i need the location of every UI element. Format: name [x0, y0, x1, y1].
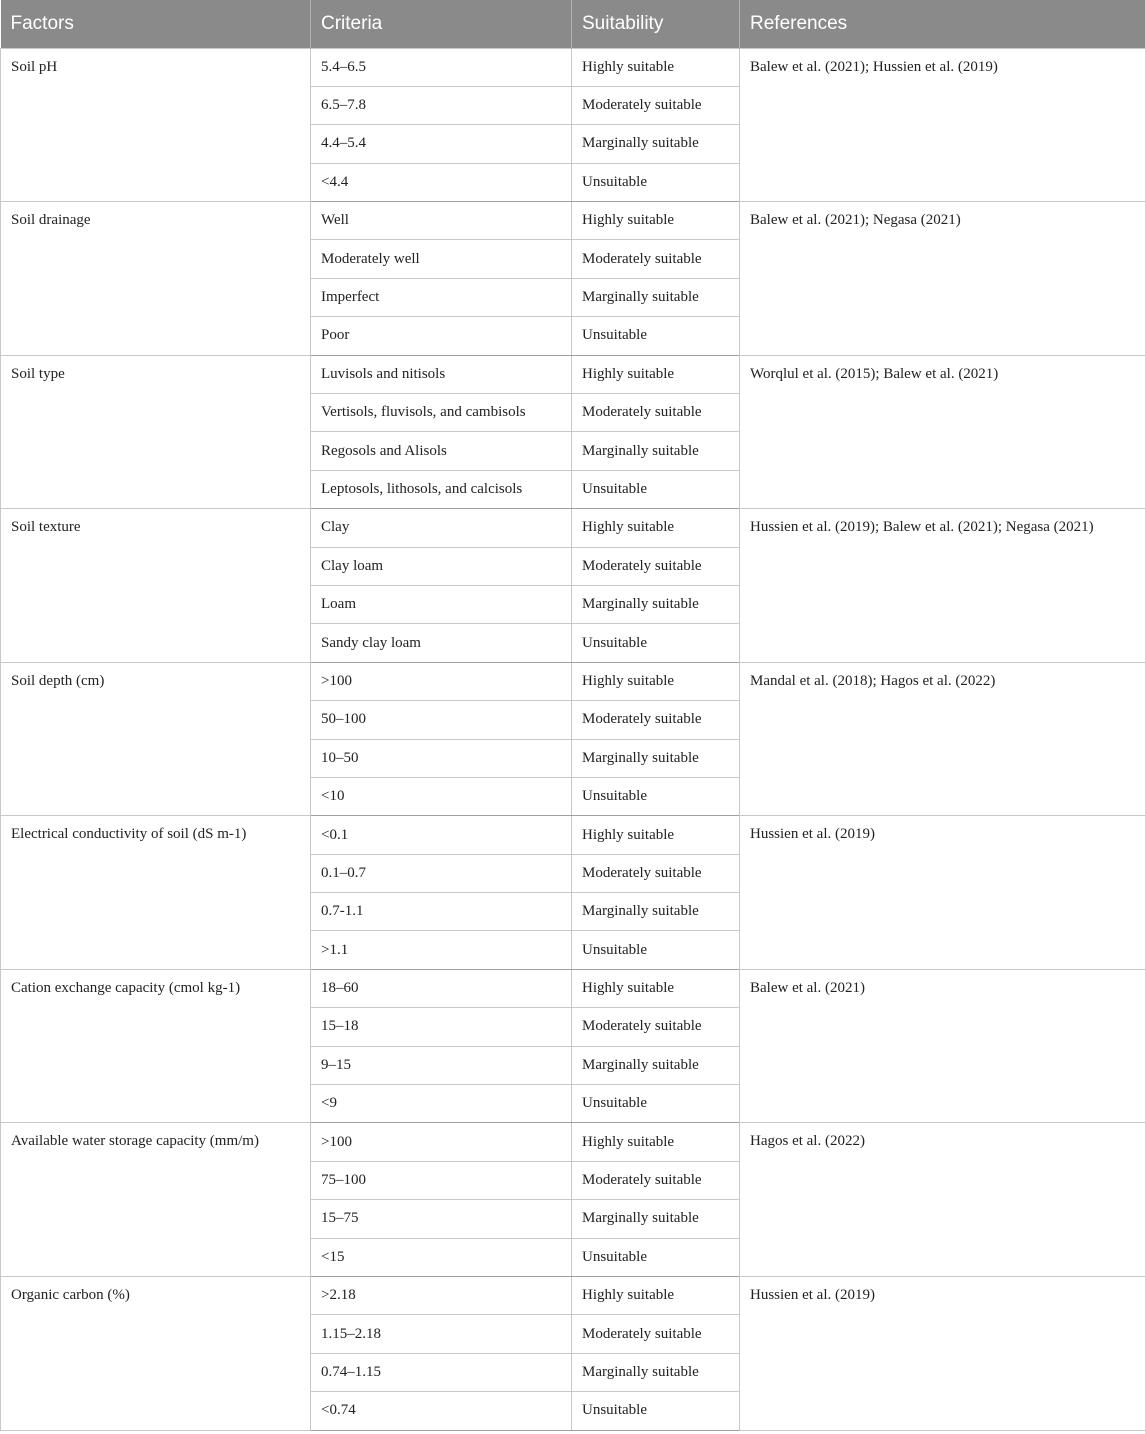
suitability-cell: Unsuitable: [572, 1392, 740, 1430]
suitability-cell: Unsuitable: [572, 163, 740, 201]
criteria-cell: 0.7-1.1: [311, 893, 572, 931]
suitability-cell: Highly suitable: [572, 1123, 740, 1161]
suitability-cell: Unsuitable: [572, 1238, 740, 1276]
header-suitability: Suitability: [572, 0, 740, 48]
criteria-cell: 0.74–1.15: [311, 1353, 572, 1391]
factor-cell: Cation exchange capacity (cmol kg-1): [1, 969, 311, 1123]
suitability-cell: Marginally suitable: [572, 125, 740, 163]
reference-cell: Worqlul et al. (2015); Balew et al. (2021): [740, 355, 1145, 509]
reference-cell: Mandal et al. (2018); Hagos et al. (2022): [740, 662, 1145, 816]
header-row: [1, 0, 1145, 48]
suitability-cell: Highly suitable: [572, 509, 740, 547]
suitability-cell: Moderately suitable: [572, 1315, 740, 1353]
factor-cell: Organic carbon (%): [1, 1277, 311, 1431]
table-row: [1, 48, 1145, 86]
factor-cell: Soil depth (cm): [1, 662, 311, 816]
header-references: References: [740, 0, 1145, 48]
suitability-cell: Highly suitable: [572, 48, 740, 86]
criteria-cell: <10: [311, 777, 572, 815]
table-row: [1, 1123, 1145, 1161]
criteria-cell: 0.1–0.7: [311, 854, 572, 892]
suitability-cell: Highly suitable: [572, 969, 740, 1007]
criteria-cell: >100: [311, 1123, 572, 1161]
suitability-cell: Moderately suitable: [572, 854, 740, 892]
reference-cell: Hagos et al. (2022): [740, 1123, 1145, 1277]
table-row: [1, 1277, 1145, 1315]
suitability-cell: Unsuitable: [572, 624, 740, 662]
criteria-cell: >2.18: [311, 1277, 572, 1315]
criteria-cell: Well: [311, 202, 572, 240]
criteria-cell: Regosols and Alisols: [311, 432, 572, 470]
factor-cell: Available water storage capacity (mm/m): [1, 1123, 311, 1277]
reference-cell: Hussien et al. (2019): [740, 816, 1145, 970]
header-criteria: Criteria: [311, 0, 572, 48]
criteria-cell: 15–75: [311, 1200, 572, 1238]
suitability-cell: Marginally suitable: [572, 1353, 740, 1391]
criteria-cell: <0.74: [311, 1392, 572, 1430]
criteria-cell: >1.1: [311, 931, 572, 969]
criteria-cell: <15: [311, 1238, 572, 1276]
reference-cell: Balew et al. (2021); Hussien et al. (2019): [740, 48, 1145, 202]
criteria-cell: 75–100: [311, 1161, 572, 1199]
criteria-cell: Clay: [311, 509, 572, 547]
factor-cell: Soil texture: [1, 509, 311, 663]
criteria-cell: Moderately well: [311, 240, 572, 278]
suitability-cell: Moderately suitable: [572, 394, 740, 432]
suitability-cell: Highly suitable: [572, 662, 740, 700]
criteria-cell: 1.15–2.18: [311, 1315, 572, 1353]
table-body: [1, 48, 1145, 1430]
criteria-cell: 5.4–6.5: [311, 48, 572, 86]
criteria-cell: 4.4–5.4: [311, 125, 572, 163]
reference-cell: Hussien et al. (2019): [740, 1277, 1145, 1431]
suitability-cell: Moderately suitable: [572, 547, 740, 585]
suitability-cell: Highly suitable: [572, 355, 740, 393]
suitability-cell: Unsuitable: [572, 1085, 740, 1123]
criteria-cell: Clay loam: [311, 547, 572, 585]
criteria-cell: Vertisols, fluvisols, and cambisols: [311, 394, 572, 432]
criteria-cell: Loam: [311, 585, 572, 623]
suitability-cell: Highly suitable: [572, 202, 740, 240]
table-row: [1, 509, 1145, 547]
suitability-cell: Unsuitable: [572, 931, 740, 969]
suitability-cell: Moderately suitable: [572, 240, 740, 278]
suitability-cell: Unsuitable: [572, 317, 740, 355]
criteria-cell: Luvisols and nitisols: [311, 355, 572, 393]
factor-cell: Soil pH: [1, 48, 311, 202]
suitability-cell: Moderately suitable: [572, 1008, 740, 1046]
suitability-cell: Highly suitable: [572, 816, 740, 854]
criteria-cell: Sandy clay loam: [311, 624, 572, 662]
criteria-cell: >100: [311, 662, 572, 700]
reference-cell: Balew et al. (2021); Negasa (2021): [740, 202, 1145, 356]
suitability-cell: Marginally suitable: [572, 1200, 740, 1238]
table-row: [1, 355, 1145, 393]
criteria-cell: Leptosols, lithosols, and calcisols: [311, 470, 572, 508]
reference-cell: Hussien et al. (2019); Balew et al. (2021); Negasa (2021): [740, 509, 1145, 663]
suitability-cell: Marginally suitable: [572, 585, 740, 623]
criteria-cell: 6.5–7.8: [311, 86, 572, 124]
suitability-cell: Highly suitable: [572, 1277, 740, 1315]
criteria-cell: 18–60: [311, 969, 572, 1007]
factor-cell: Soil drainage: [1, 202, 311, 356]
criteria-cell: <9: [311, 1085, 572, 1123]
criteria-cell: 50–100: [311, 701, 572, 739]
criteria-cell: 9–15: [311, 1046, 572, 1084]
suitability-cell: Unsuitable: [572, 470, 740, 508]
suitability-cell: Moderately suitable: [572, 86, 740, 124]
table-row: [1, 662, 1145, 700]
table-header: [1, 0, 1145, 48]
criteria-cell: Imperfect: [311, 278, 572, 316]
suitability-cell: Marginally suitable: [572, 893, 740, 931]
table-row: [1, 969, 1145, 1007]
reference-cell: Balew et al. (2021): [740, 969, 1145, 1123]
criteria-cell: 15–18: [311, 1008, 572, 1046]
suitability-cell: Moderately suitable: [572, 1161, 740, 1199]
table-row: [1, 202, 1145, 240]
criteria-cell: <0.1: [311, 816, 572, 854]
suitability-cell: Marginally suitable: [572, 432, 740, 470]
suitability-cell: Marginally suitable: [572, 739, 740, 777]
table-row: [1, 816, 1145, 854]
suitability-cell: Moderately suitable: [572, 701, 740, 739]
factor-cell: Soil type: [1, 355, 311, 509]
factor-cell: Electrical conductivity of soil (dS m-1): [1, 816, 311, 970]
criteria-cell: <4.4: [311, 163, 572, 201]
suitability-cell: Marginally suitable: [572, 278, 740, 316]
suitability-cell: Unsuitable: [572, 777, 740, 815]
header-factors: Factors: [1, 0, 311, 48]
suitability-cell: Marginally suitable: [572, 1046, 740, 1084]
criteria-cell: 10–50: [311, 739, 572, 777]
criteria-cell: Poor: [311, 317, 572, 355]
